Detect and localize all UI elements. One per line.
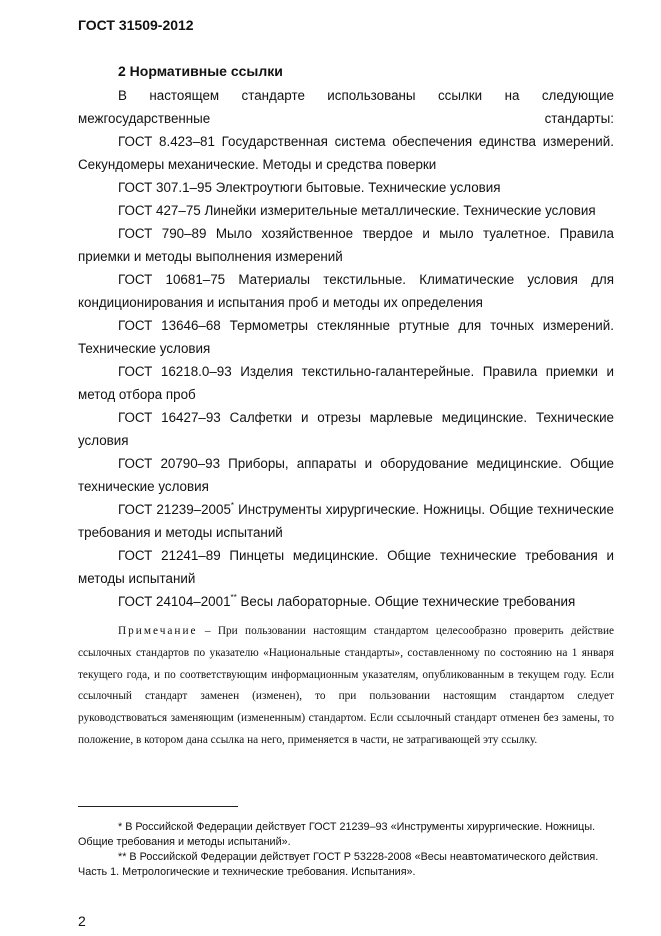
reference-code: ГОСТ 21239–2005 xyxy=(118,502,231,517)
references-list xyxy=(78,84,614,613)
reference-item: ГОСТ 10681–75 Материалы текстильные. Климатические условия для кондиционирования и испытания проб и методы их определения xyxy=(78,272,614,310)
reference-title: Инструменты хирургические. Ножницы. Общие технические требования и методы испытаний xyxy=(78,502,614,540)
footnote-marker: * xyxy=(230,501,235,510)
page-number: 2 xyxy=(78,913,86,929)
reference-item: ГОСТ 307.1–95 Электроутюги бытовые. Технические условия xyxy=(118,180,501,195)
reference-item: ГОСТ 16218.0–93 Изделия текстильно-галантерейные. Правила приемки и метод отбора проб xyxy=(78,364,614,402)
note-dash: – xyxy=(197,625,218,637)
footnote-2: ** В Российской Федерации действует ГОСТ Р 53228-2008 «Весы неавтоматического действия. Часть 1. Метрологические и технические требования. Испытания». xyxy=(78,851,599,878)
reference-item: ГОСТ 20790–93 Приборы, аппараты и оборудование медицинские. Общие технические условия xyxy=(78,456,614,494)
note-paragraph xyxy=(78,621,614,752)
reference-item: ГОСТ 21241–89 Пинцеты медицинские. Общие технические требования и методы испытаний xyxy=(78,548,614,586)
footnote-marker: ** xyxy=(230,593,237,602)
document-header: ГОСТ 31509-2012 xyxy=(78,17,194,33)
footnote-1: * В Российской Федерации действует ГОСТ 21239–93 «Инструменты хирургические. Ножницы. Общие требования и методы испытаний». xyxy=(78,821,596,848)
intro-paragraph: В настоящем стандарте использованы ссылки на следующие межгосударственные стандарты: xyxy=(78,88,614,126)
reference-item: ГОСТ 427–75 Линейки измерительные металлические. Технические условия xyxy=(118,203,596,218)
reference-item xyxy=(78,590,614,613)
footnotes xyxy=(78,820,614,880)
note-label: Примечание xyxy=(118,625,198,637)
footnote-separator xyxy=(78,806,238,807)
reference-item: ГОСТ 13646–68 Термометры стеклянные ртутные для точных измерений. Технические условия xyxy=(78,318,614,356)
reference-item xyxy=(78,498,614,544)
reference-title: Весы лабораторные. Общие технические требования xyxy=(236,594,576,609)
reference-item: ГОСТ 790–89 Мыло хозяйственное твердое и мыло туалетное. Правила приемки и методы выполнения измерений xyxy=(78,226,614,264)
note-text: При пользовании настоящим стандартом целесообразно проверить действие ссылочных стандартов по указателю «Национальные стандарты», составленному по состоянию на 1 января текущего года, и по соответствующим информационным указателям, опубликованным в текущем году. Если ссылочный стандарт заменен (изменен), то при пользовании настоящим стандартом следует руководствоваться заменяющим (измененным) стандартом. Если ссылочный стандарт отменен без замены, то положение, в котором дана ссылка на него, применяется в части, не затрагивающей эту ссылку. xyxy=(78,625,615,746)
reference-item: ГОСТ 16427–93 Салфетки и отрезы марлевые медицинские. Технические условия xyxy=(78,410,614,448)
reference-item: ГОСТ 8.423–81 Государственная система обеспечения единства измерений. Секундомеры механические. Методы и средства поверки xyxy=(78,134,614,172)
section-title: 2 Нормативные ссылки xyxy=(118,63,283,79)
reference-code: ГОСТ 24104–2001 xyxy=(118,594,231,609)
